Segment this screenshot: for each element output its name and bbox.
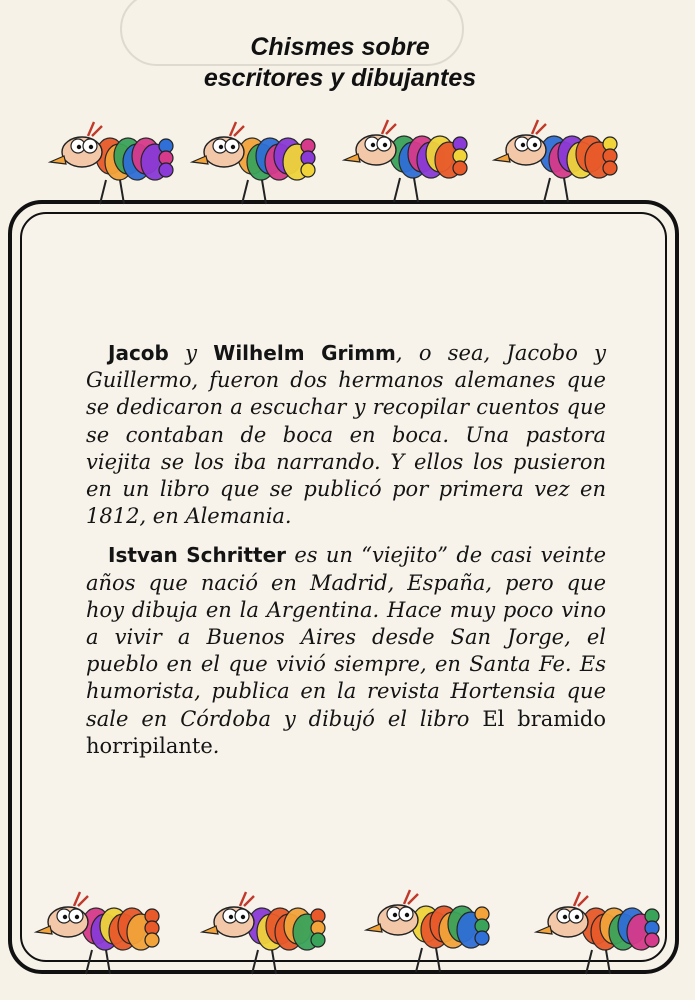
bird-icon xyxy=(190,118,320,208)
bird-drawing xyxy=(48,118,178,208)
paragraph-schritter xyxy=(86,542,606,760)
bird-drawing xyxy=(492,116,622,206)
bird-icon xyxy=(34,888,164,978)
book-title: El bramido horripilante xyxy=(86,706,606,758)
bird-icon xyxy=(492,116,622,206)
bird-drawing xyxy=(34,888,164,978)
name-wilhelm-grimm: Wilhelm Grimm xyxy=(213,341,396,365)
bird-icon xyxy=(48,118,178,208)
bird-drawing xyxy=(534,888,664,978)
bird-icon xyxy=(342,116,472,206)
bird-drawing xyxy=(190,118,320,208)
schritter-end: . xyxy=(212,733,220,758)
page-title xyxy=(150,32,530,94)
body-text xyxy=(86,340,606,760)
name-istvan-schritter: Istvan Schritter xyxy=(108,543,287,568)
bird-icon xyxy=(200,888,330,978)
grimm-text: , o sea, Jacobo y Guillermo, fueron dos hermanos alemanes que se dedicaron a escuchar y recopilar cuentos que se contaban de boca en boca. Una pastora viejita se los iba narrando. Y ellos los pusieron en un libro que se publicó por primera vez en 1812, en Alemania. xyxy=(86,341,606,529)
bird-drawing xyxy=(364,886,494,976)
name-jacob: Jacob xyxy=(108,341,169,365)
title-line-1: Chismes sobre xyxy=(250,33,430,61)
title-line-2: escritores y dibujantes xyxy=(203,64,477,92)
bird-drawing xyxy=(200,888,330,978)
paragraph-grimm xyxy=(86,340,606,530)
bird-drawing xyxy=(342,116,472,206)
schritter-text: es un “viejito” de casi veinte años que nació en Madrid, España, pero que hoy dibuja en la Argentina. Hace muy poco vino a vivir a Buenos Aires desde San Jorge, el pueblo en el que vivió siempre, en Santa Fe. Es humorista, publica en la revista Hortensia que sale en Córdoba y dibujó el libro xyxy=(86,543,607,731)
bird-icon xyxy=(364,886,494,976)
conjunction: y xyxy=(185,341,197,365)
bird-icon xyxy=(534,888,664,978)
